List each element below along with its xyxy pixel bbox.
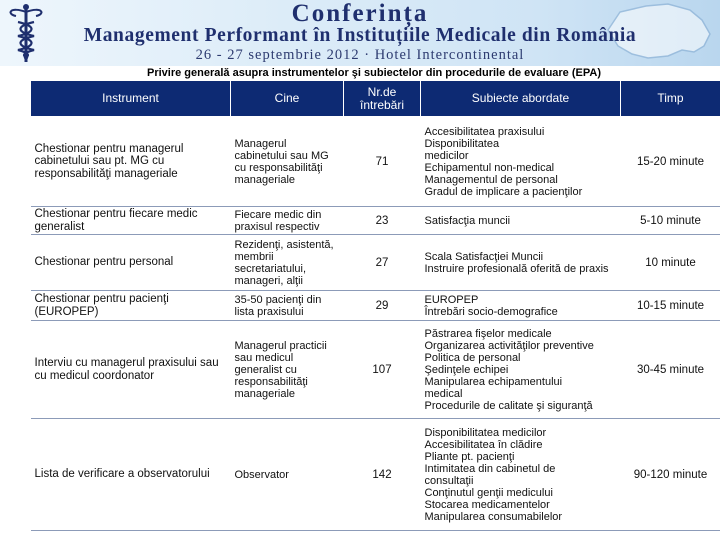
subject-line: Manipularea echipamentului: [424, 375, 563, 388]
subject-line: medicilor: [424, 149, 469, 162]
subject-line: Şedinţele echipei: [424, 363, 509, 376]
cell-subiecte: [421, 419, 621, 531]
header-instrument: Instrument: [31, 81, 231, 117]
subject-line: Manipularea consumabilelor: [424, 510, 563, 523]
banner-line-3: 26 - 27 septembrie 2012 · Hotel Intercontinental: [195, 47, 525, 63]
table-header-row: [31, 81, 720, 117]
table-row: [31, 291, 720, 321]
subject-line: Managementul de personal: [424, 173, 558, 186]
table-row: [31, 235, 720, 291]
cell-nr: 27: [344, 235, 421, 291]
subject-line: Gradul de implicare a pacienţilor: [424, 185, 583, 198]
evaluation-table: [30, 80, 720, 531]
header-cine: Cine: [231, 81, 344, 117]
banner-line-1: Conferința: [291, 0, 429, 27]
subject-line: Accesibilitatea în clădire: [424, 438, 543, 451]
subject-line: EUROPEP: [424, 293, 479, 306]
subject-line: Păstrarea fişelor medicale: [424, 327, 552, 340]
cell-instrument: Chestionar pentru pacienţi (EUROPEP): [31, 291, 231, 321]
subject-line: Disponibilitatea: [424, 137, 500, 150]
subject-line: Satisfacţia muncii: [424, 214, 511, 227]
table-row: [31, 117, 720, 207]
cell-timp: 10 minute: [621, 235, 720, 291]
cell-timp: 90-120 minute: [621, 419, 720, 531]
table-row: [31, 321, 720, 419]
cell-nr: 142: [344, 419, 421, 531]
banner-line-2: Management Performant în Instituțiile Medicale din România: [83, 25, 637, 46]
header-timp: Timp: [621, 81, 720, 117]
subject-line: Instruire profesională oferită de praxis: [424, 262, 609, 275]
cell-timp: 30-45 minute: [621, 321, 720, 419]
subject-line: Scala Satisfacţiei Muncii: [424, 250, 544, 263]
cell-subiecte: [421, 117, 621, 207]
cell-nr: 71: [344, 117, 421, 207]
subject-line: Intimitatea din cabinetul de: [424, 462, 556, 475]
subject-line: Disponibilitatea medicilor: [424, 426, 547, 439]
subject-line: Pliante pt. pacienţi: [424, 450, 515, 463]
cell-nr: 23: [344, 207, 421, 235]
cell-instrument: Interviu cu managerul praxisului sau cu medicul coordonator: [31, 321, 231, 419]
cell-nr: 107: [344, 321, 421, 419]
subject-line: Organizarea activităţilor preventive: [424, 339, 594, 352]
subject-line: Întrebări socio-demografice: [424, 305, 558, 318]
cell-instrument: Chestionar pentru personal: [31, 235, 231, 291]
table-row: [31, 207, 720, 235]
subject-line: Echipamentul non-medical: [424, 161, 555, 174]
cell-subiecte: [421, 207, 621, 235]
cell-cine: Fiecare medic din praxisul respectiv: [231, 207, 344, 235]
table-row: [31, 419, 720, 531]
cell-cine: Rezidenţi, asistentă, membrii secretariatului, manageri, alţii: [231, 235, 344, 291]
subject-line: Accesibilitatea praxisului: [424, 125, 545, 138]
subject-line: medical: [424, 387, 463, 400]
header-subiecte: Subiecte abordate: [421, 81, 621, 117]
conference-banner: [0, 0, 720, 66]
cell-timp: 15-20 minute: [621, 117, 720, 207]
subject-line: Stocarea medicamentelor: [424, 498, 550, 511]
cell-timp: 5-10 minute: [621, 207, 720, 235]
header-nr: Nr.de întrebări: [344, 81, 421, 117]
cell-instrument: Chestionar pentru fiecare medic generalist: [31, 207, 231, 235]
subject-line: consultaţii: [424, 474, 474, 487]
cell-timp: 10-15 minute: [621, 291, 720, 321]
cell-cine: Observator: [231, 419, 344, 531]
cell-instrument: Chestionar pentru managerul cabinetului sau pt. MG cu responsabilităţi manageriale: [31, 117, 231, 207]
cell-instrument: Lista de verificare a observatorului: [31, 419, 231, 531]
subject-line: Conţinutul genţii medicului: [424, 486, 553, 499]
cell-subiecte: [421, 291, 621, 321]
subject-line: Procedurile de calitate şi siguranţă: [424, 399, 593, 412]
cell-cine: 35-50 pacienţi din lista praxisului: [231, 291, 344, 321]
cell-cine: Managerul cabinetului sau MG cu responsabilităţi manageriale: [231, 117, 344, 207]
cell-subiecte: [421, 235, 621, 291]
page-subtitle: Privire generală asupra instrumentelor şi subiectelor din procedurile de evaluare (EPA): [146, 67, 601, 79]
cell-nr: 29: [344, 291, 421, 321]
cell-cine: Managerul practicii sau medicul generalist cu responsabilităţi manageriale: [231, 321, 344, 419]
cell-subiecte: [421, 321, 621, 419]
subject-line: Politica de personal: [424, 351, 521, 364]
